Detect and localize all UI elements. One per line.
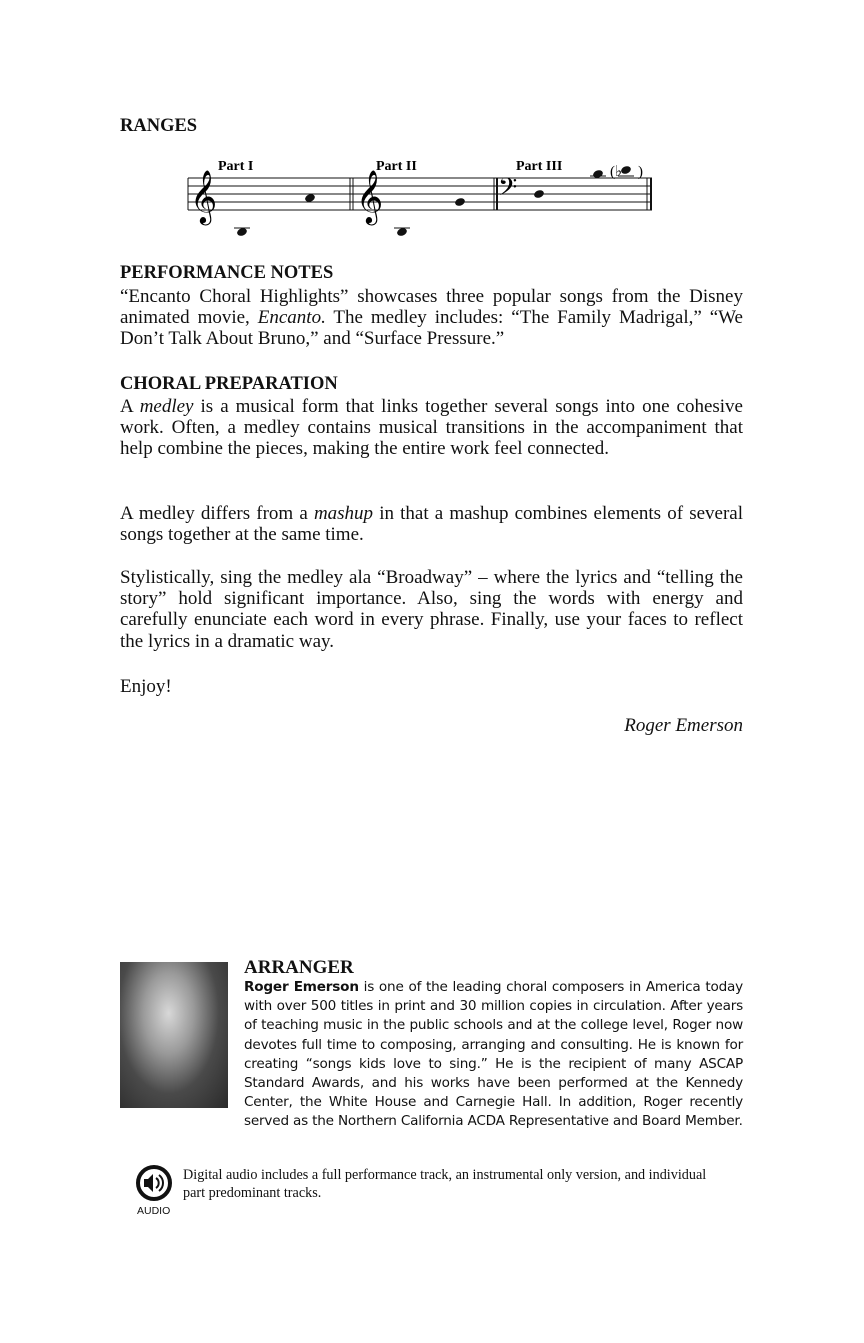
optional-flat: (♭ <box>610 164 623 180</box>
part-label: Part II <box>376 159 417 174</box>
performance-notes-text: “Encanto Choral Highlights” showcases three popular songs from the Disney animated movie, Encanto. The medley includes: “The Family Madrigal,” “We Don’t Talk About Bruno,” and “Surface Pressure.” <box>120 286 743 350</box>
choral-prep-paragraph: A medley is a musical form that links together several songs into one cohesive work. Often, a medley contains musical transitions in the accompaniment that help combine the pieces, making the entire work feel connected. <box>120 396 743 460</box>
performance-notes-heading: PERFORMANCE NOTES <box>120 263 334 283</box>
arranger-heading: ARRANGER <box>244 957 354 978</box>
part-label: Part III <box>516 159 563 174</box>
ranges-heading: RANGES <box>120 116 198 136</box>
audio-label: AUDIO <box>137 1205 171 1217</box>
ranges-staff <box>180 150 660 250</box>
treble-clef-icon: 𝄞 <box>356 169 384 223</box>
part-label: Part I <box>218 159 254 174</box>
audio-description: Digital audio includes a full performance track, an instrumental only version, and individual part predominant tracks. <box>183 1167 707 1201</box>
note <box>533 189 545 199</box>
choral-prep-paragraph: A medley differs from a mashup in that a mashup combines elements of several songs together at the same time. <box>120 503 743 546</box>
note <box>454 197 466 207</box>
audio-speaker-icon <box>135 1164 173 1202</box>
choral-prep-paragraph: Stylistically, sing the medley ala “Broadway” – where the lyrics and “telling the story” hold significant importance. Also, sing the words with energy and carefully enunciate each word in every phrase. Finally, use your faces to reflect the lyrics in a dramatic way. <box>120 567 743 652</box>
signature: Roger Emerson <box>624 715 743 736</box>
treble-clef-icon: 𝄞 <box>190 169 218 223</box>
bass-clef-icon: 𝄢 <box>498 173 518 208</box>
arranger-photo <box>120 962 228 1108</box>
closing-text: Enjoy! <box>120 676 172 697</box>
choral-preparation-heading: CHORAL PREPARATION <box>120 374 338 394</box>
arranger-bio: Roger Emerson is one of the leading choral composers in America today with over 500 titles in print and 30 million copies in circulation. After years of teaching music in the public schools and at the college level, Roger now devotes full time to composing, arranging and consulting. He is known for creating “songs kids love to sing.” He is the recipient of many ASCAP Standard Awards, and his works have been performed at the Kennedy Center, the White House and Carnegie Hall. In addition, Roger recently served as the Northern California ACDA Representative and Board Member. <box>244 979 743 1130</box>
svg-text:): ) <box>638 164 643 180</box>
